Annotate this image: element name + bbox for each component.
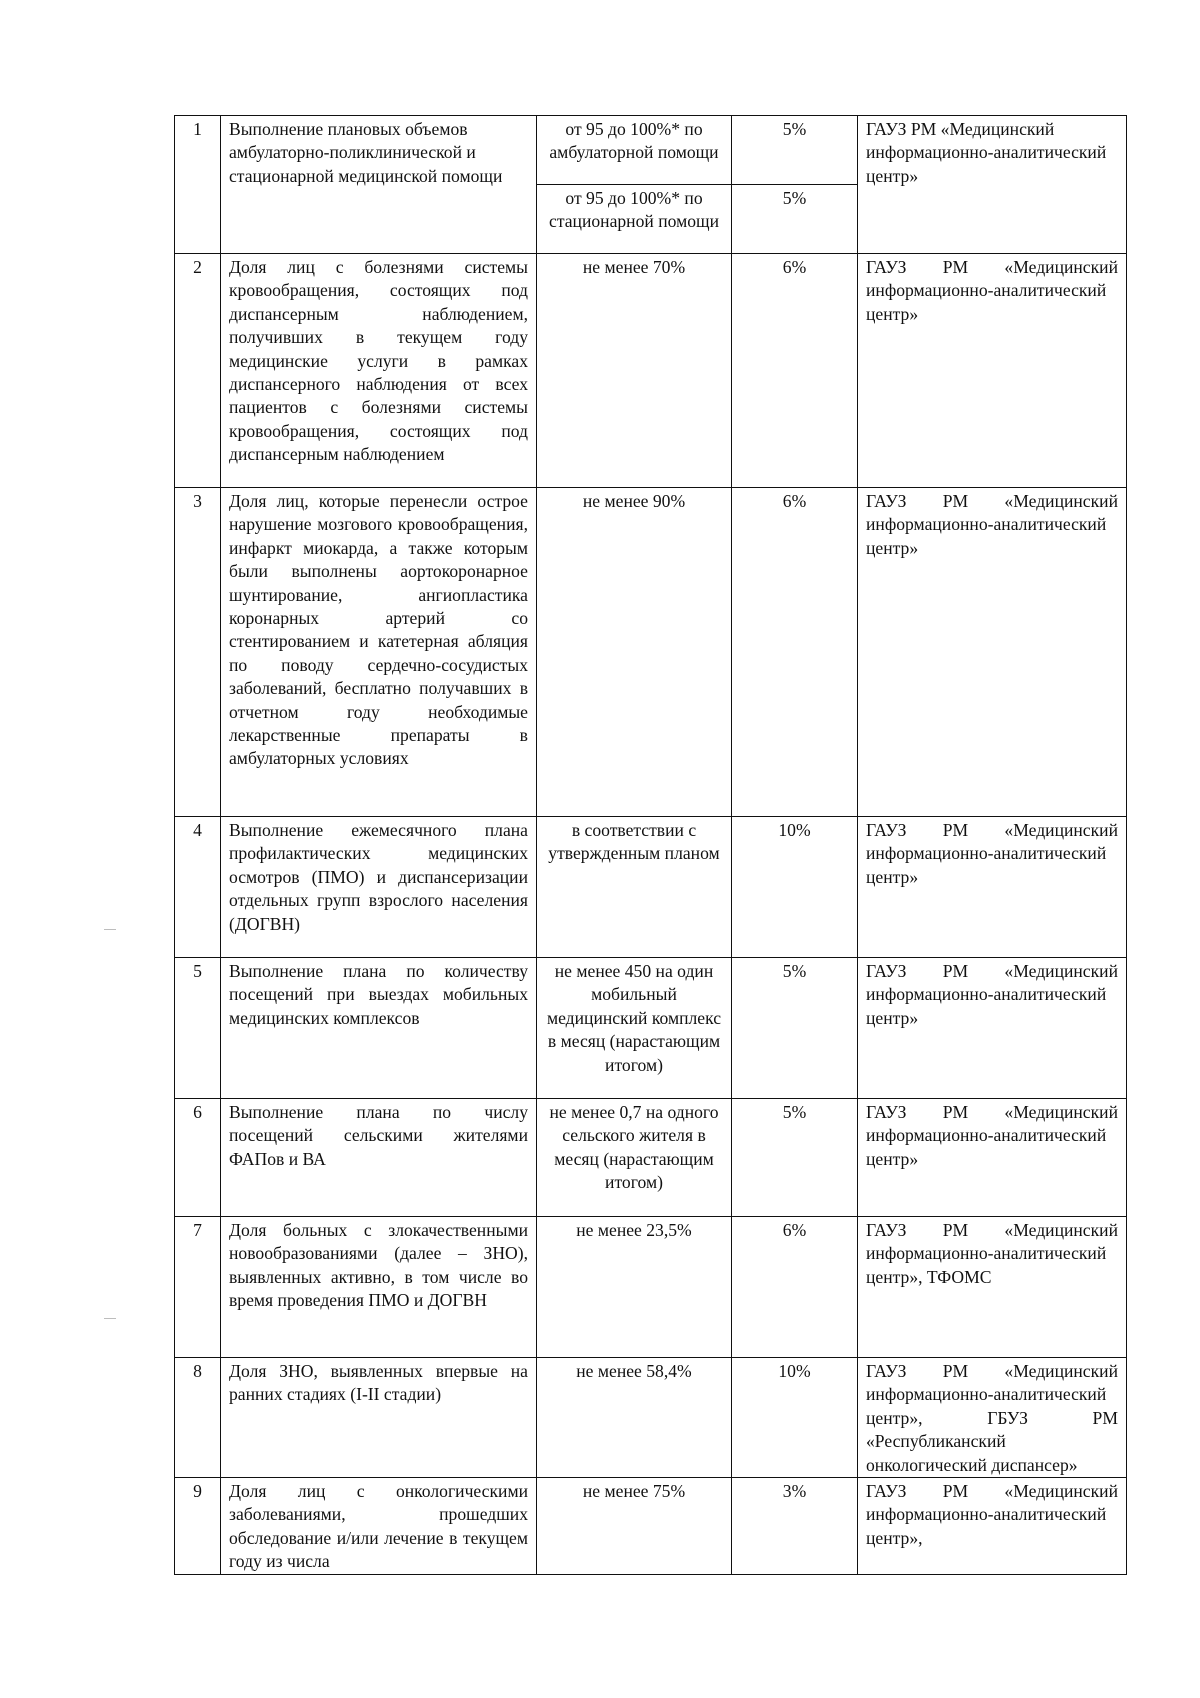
table-row bbox=[175, 254, 1127, 488]
table-row bbox=[175, 817, 1127, 958]
table-row bbox=[175, 1478, 1127, 1575]
indicator-name: Выполнение плана по числу посещений сельскими жителями ФАПов и ВА bbox=[221, 1099, 537, 1217]
row-number: 7 bbox=[175, 1217, 221, 1358]
target-value: не менее 70% bbox=[537, 254, 732, 488]
data-source: ГАУЗ РМ «Медицинский информационно-аналитический центр», ГБУЗ РМ «Республиканский онкологический диспансер» bbox=[858, 1358, 1127, 1478]
indicator-name: Доля ЗНО, выявленных впервые на ранних стадиях (I-II стадии) bbox=[221, 1358, 537, 1478]
weight-value: 6% bbox=[732, 1217, 858, 1358]
indicator-name: Выполнение ежемесячного плана профилактических медицинских осмотров (ПМО) и диспансеризации отдельных групп взрослого населения (ДОГВН) bbox=[221, 817, 537, 958]
data-source: ГАУЗ РМ «Медицинский информационно-аналитический центр» bbox=[858, 254, 1127, 488]
target-value: не менее 58,4% bbox=[537, 1358, 732, 1478]
indicator-name: Выполнение плана по количеству посещений при выездах мобильных медицинских комплексов bbox=[221, 958, 537, 1099]
weight-value: 5% bbox=[732, 1099, 858, 1217]
table-row bbox=[175, 1217, 1127, 1358]
data-source: ГАУЗ РМ «Медицинский информационно-аналитический центр» bbox=[858, 958, 1127, 1099]
row-number: 6 bbox=[175, 1099, 221, 1217]
target-value: не менее 90% bbox=[537, 488, 732, 817]
target-value: не менее 0,7 на одного сельского жителя в месяц (нарастающим итогом) bbox=[537, 1099, 732, 1217]
data-source: ГАУЗ РМ «Медицинский информационно-аналитический центр», ТФОМС bbox=[858, 1217, 1127, 1358]
row-number: 2 bbox=[175, 254, 221, 488]
table-row bbox=[175, 488, 1127, 817]
indicator-name: Выполнение плановых объемов амбулаторно-поликлинической и стационарной медицинской помощи bbox=[221, 116, 537, 254]
target-value: от 95 до 100%* по амбулаторной помощи bbox=[537, 116, 732, 185]
target-value: в соответствии с утвержденным планом bbox=[537, 817, 732, 958]
data-source: ГАУЗ РМ «Медицинский информационно-аналитический центр», bbox=[858, 1478, 1127, 1575]
scan-artifact-mark bbox=[104, 929, 116, 930]
data-source: ГАУЗ РМ «Медицинский информационно-аналитический центр» bbox=[858, 1099, 1127, 1217]
target-value: не менее 450 на один мобильный медицинский комплекс в месяц (нарастающим итогом) bbox=[537, 958, 732, 1099]
weight-value: 6% bbox=[732, 254, 858, 488]
row-number: 4 bbox=[175, 817, 221, 958]
table-row bbox=[175, 1358, 1127, 1478]
weight-value: 5% bbox=[732, 185, 858, 254]
table-row bbox=[175, 958, 1127, 1099]
weight-value: 10% bbox=[732, 817, 858, 958]
row-number: 8 bbox=[175, 1358, 221, 1478]
target-value: от 95 до 100%* по стационарной помощи bbox=[537, 185, 732, 254]
target-value: не менее 23,5% bbox=[537, 1217, 732, 1358]
data-source: ГАУЗ РМ «Медицинский информационно-аналитический центр» bbox=[858, 488, 1127, 817]
target-value: не менее 75% bbox=[537, 1478, 732, 1575]
weight-value: 5% bbox=[732, 116, 858, 185]
row-number: 9 bbox=[175, 1478, 221, 1575]
indicators-table bbox=[174, 115, 1127, 1575]
data-source: ГАУЗ РМ «Медицинский информационно-аналитический центр» bbox=[858, 817, 1127, 958]
indicator-name: Доля лиц с онкологическими заболеваниями, прошедших обследование и/или лечение в текущем году из числа bbox=[221, 1478, 537, 1575]
indicator-name: Доля лиц с болезнями системы кровообращения, состоящих под диспансерным наблюдением, получивших в текущем году медицинские услуги в рамках диспансерного наблюдения от всех пациентов с болезнями системы кровообращения, состоящих под диспансерным наблюдением bbox=[221, 254, 537, 488]
indicator-name: Доля больных с злокачественными новообразованиями (далее – ЗНО), выявленных активно, в том числе во время проведения ПМО и ДОГВН bbox=[221, 1217, 537, 1358]
row-number: 1 bbox=[175, 116, 221, 254]
weight-value: 5% bbox=[732, 958, 858, 1099]
weight-value: 3% bbox=[732, 1478, 858, 1575]
weight-value: 10% bbox=[732, 1358, 858, 1478]
weight-value: 6% bbox=[732, 488, 858, 817]
table-row bbox=[175, 116, 1127, 185]
data-source: ГАУЗ РМ «Медицинский информационно-аналитический центр» bbox=[858, 116, 1127, 254]
row-number: 5 bbox=[175, 958, 221, 1099]
table-row bbox=[175, 1099, 1127, 1217]
scan-artifact-mark bbox=[104, 1318, 116, 1319]
indicator-name: Доля лиц, которые перенесли острое нарушение мозгового кровообращения, инфаркт миокарда, а также которым были выполнены аортокоронарное шунтирование, ангиопластика коронарных артерий со стентированием и катетерная абляция по поводу сердечно-сосудистых заболеваний, бесплатно получавших в отчетном году необходимые лекарственные препараты в амбулаторных условиях bbox=[221, 488, 537, 817]
row-number: 3 bbox=[175, 488, 221, 817]
